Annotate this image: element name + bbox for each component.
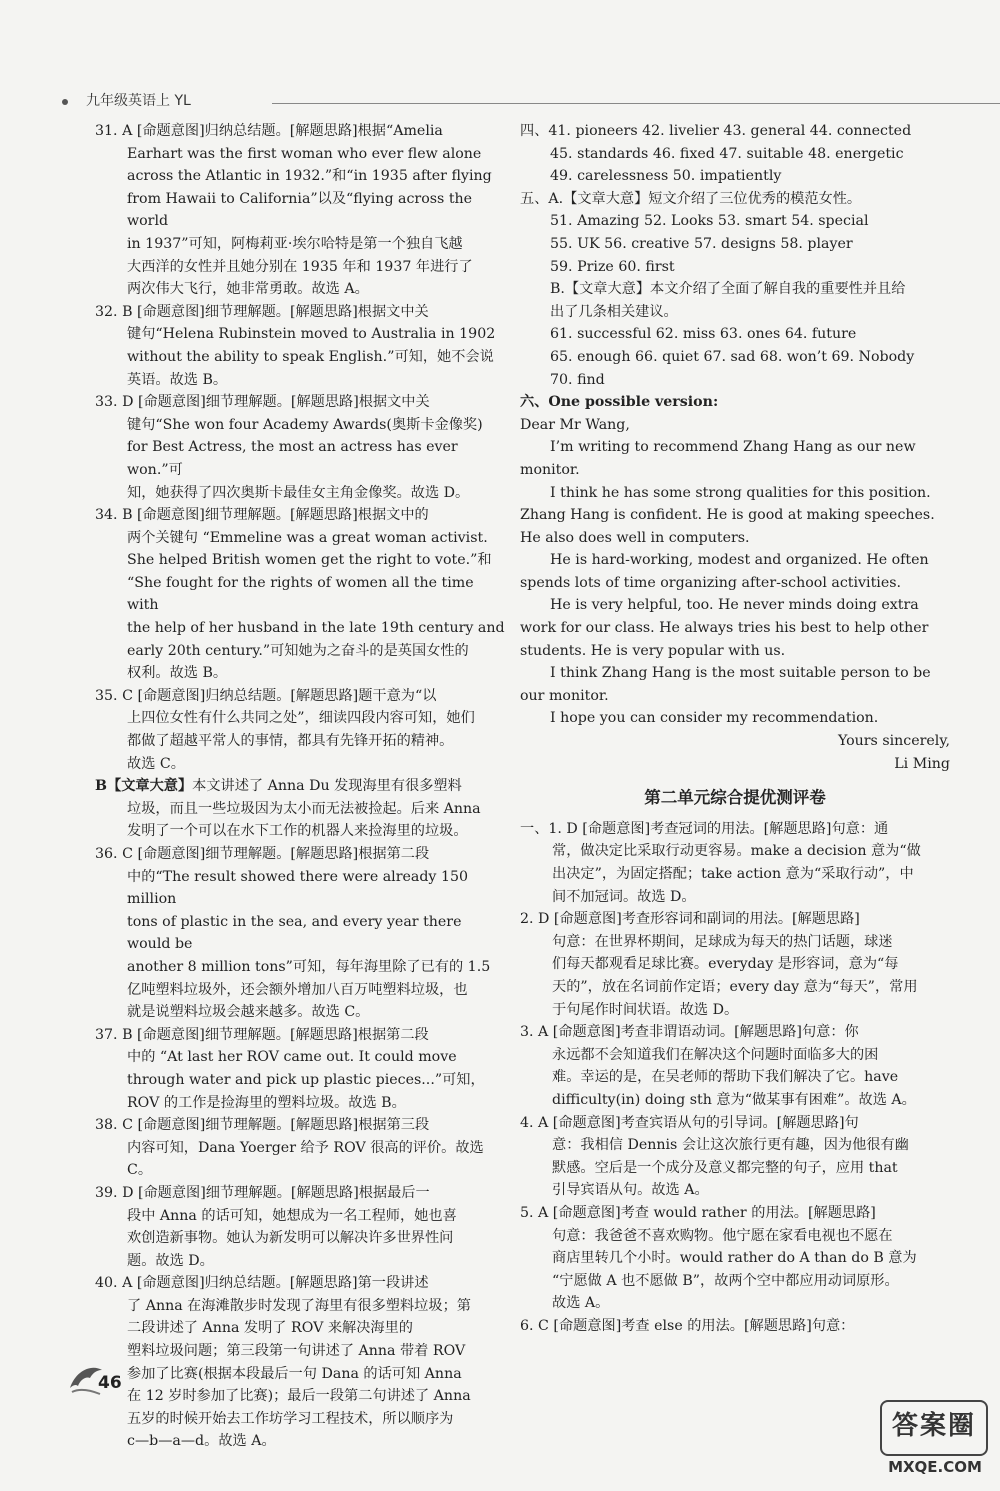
section2-item-line: 意：我相信 Dennis 会让这次旅行更有趣，因为他很有幽: [552, 1137, 909, 1154]
section2-item-line: 商店里转几个小时。would rather do A than do B 意为: [552, 1250, 917, 1267]
section-5-line: 55. UK 56. creative 57. designs 58. player: [550, 235, 853, 252]
right-column: [520, 120, 950, 1337]
section2-item-line: 句意：我爸爸不喜欢购物。他宁愿在家看电视也不愿在: [552, 1227, 893, 1244]
header-rule: [272, 103, 1000, 104]
section-4-line: 49. carelessness 50. impatiently: [550, 168, 782, 185]
section2-item-line: 天的”，放在名词前作定语；every day 意为“每天”，常用: [552, 978, 918, 995]
letter-greeting: Dear Mr Wang,: [520, 416, 630, 433]
header-title: 九年级英语上 YL: [86, 93, 191, 109]
answer-item-line: another 8 million tons”可知，每年海里除了已有的 1.5: [127, 958, 491, 975]
answer-item: [95, 391, 505, 504]
section-5b-line: 出了几条相关建议。: [550, 303, 678, 320]
answer-item-line: 知，她获得了四次奥斯卡最佳女主角金像奖。故选 D。: [127, 484, 470, 501]
watermark-url: MXQE.COM: [888, 1458, 982, 1476]
answer-item-line: 键句“She won four Academy Awards(奥斯卡金像奖): [127, 416, 483, 433]
answer-item-line: She helped British women get the right to vote.”和: [127, 552, 492, 569]
watermark: [880, 1400, 990, 1480]
b-tag: 【文章大意】: [107, 778, 193, 795]
answer-item-head: 37. B [命题意图]细节理解题。[解题思路]根据第二段: [95, 1026, 429, 1043]
answer-item-line: in 1937”可知，阿梅莉亚·埃尔哈特是第一个独自飞越: [127, 235, 463, 252]
section-5b-line: 65. enough 66. quiet 67. sad 68. won’t 69. Nobody: [550, 348, 915, 365]
watermark-badge: 答案圈: [880, 1400, 988, 1456]
answer-item: [95, 1272, 505, 1453]
answer-item-line: 英语。故选 B。: [127, 371, 228, 388]
answer-item-line: for Best Actress, the most an actress has ever won.”可: [127, 439, 458, 478]
b-first: 本文讲述了 Anna Du 发现海里有很多塑料: [192, 778, 462, 795]
letter-paragraph: I hope you can consider my recommendation.: [550, 710, 879, 727]
answer-item-line: early 20th century.”可知她为之奋斗的是英国女性的: [127, 642, 469, 659]
section2-item-line: 难。幸运的是，在吴老师的帮助下我们解决了它。have: [552, 1069, 899, 1086]
section2-item-head: 5. A [命题意图]考查 would rather 的用法。[解题思路]: [520, 1204, 876, 1221]
answer-item-line: across the Atlantic in 1932.”和“in 1935 after flying: [127, 168, 492, 185]
answer-item: [95, 120, 505, 301]
b-line: 垃圾，而且一些垃圾因为太小而无法被捡起。后来 Anna: [127, 800, 481, 817]
answer-item: [95, 843, 505, 1024]
section2-item-head: 2. D [命题意图]考查形容词和副词的用法。[解题思路]: [520, 911, 860, 928]
answer-item: [95, 1024, 505, 1114]
answer-item-line: 键句“Helena Rubinstein moved to Australia in 1902: [127, 326, 496, 343]
section2-item: [520, 1021, 950, 1111]
answer-item-line: 在 12 岁时参加了比赛)；最后一段第二句讲述了 Anna: [127, 1388, 471, 1405]
answer-item-head: 34. B [命题意图]细节理解题。[解题思路]根据文中的: [95, 507, 429, 524]
letter-paragraph: I think he has some strong qualities for this position. Zhang Hang is confident. He is good at making speeches. He also does well in computers.: [520, 484, 935, 546]
answer-item-line: Earhart was the first woman who ever flew alone: [127, 145, 482, 162]
answer-item-line: c—b—a—d。故选 A。: [127, 1433, 276, 1450]
section-5: [520, 188, 950, 391]
section2-item: [520, 908, 950, 1021]
section-title: 第二单元综合提优测评卷: [644, 788, 826, 808]
answer-item-line: 权利。故选 B。: [127, 665, 228, 682]
answer-item-line: 二段讲述了 Anna 发明了 ROV 来解决海里的: [127, 1320, 413, 1337]
answer-item: [95, 504, 505, 685]
section-5b-line: 70. find: [550, 371, 605, 388]
section2-item-head: 一、1. D [命题意图]考查冠词的用法。[解题思路]句意：通: [520, 820, 889, 837]
section2-item-line: “宁愿做 A 也不愿做 B”，故两个空中都应用动词原形。: [552, 1272, 899, 1289]
section2-item-head: 4. A [命题意图]考查宾语从句的引导词。[解题思路]句: [520, 1114, 859, 1131]
section2-item-line: 默感。空后是一个成分及意义都完整的句子，应用 that: [552, 1159, 898, 1176]
letter-paragraph: He is very helpful, too. He never minds doing extra work for our class. He always tries his best to help other students. He is very popular with us.: [520, 597, 929, 659]
section2-item-head: 3. A [命题意图]考查非谓语动词。[解题思路]句意：你: [520, 1024, 859, 1041]
section2-item-line: difficulty(in) doing sth 意为“做某事有困难”。故选 A。: [552, 1091, 916, 1108]
answer-item-line: 参加了比赛(根据本段最后一句 Dana 的话可知 Anna: [127, 1365, 462, 1382]
letter-paragraph: I’m writing to recommend Zhang Hang as our new monitor.: [520, 439, 916, 478]
answer-item-line: “She fought for the rights of women all the time with: [127, 574, 474, 614]
letter-closing: Yours sincerely,: [837, 733, 950, 750]
answer-item-line: 两次伟大飞行，她非常勇敢。故选 A。: [127, 281, 369, 298]
answer-item-line: 欢创造新事物。她认为新发明可以解决许多世界性问: [127, 1230, 454, 1247]
answer-item-line: 就是说塑料垃圾会越来越多。故选 C。: [127, 1004, 370, 1021]
answer-item-head: 31. A [命题意图]归纳总结题。[解题思路]根据“Amelia: [95, 123, 443, 139]
answer-item-head: 35. C [命题意图]归纳总结题。[解题思路]题干意为“以: [95, 687, 437, 704]
answer-item: [95, 685, 505, 775]
section-2-answers: [520, 818, 950, 1338]
answer-item: [95, 301, 505, 391]
answer-item-line: 大西洋的女性并且她分别在 1935 年和 1937 年进行了: [127, 258, 473, 275]
section-5b-line: 61. successful 62. miss 63. ones 64. future: [550, 326, 857, 343]
answer-item: [95, 1114, 505, 1182]
answer-list-1: [95, 120, 505, 775]
answer-item-head: 40. A [命题意图]归纳总结题。[解题思路]第一段讲述: [95, 1275, 429, 1292]
section2-item-line: 常，做决定比采取行动更容易。make a decision 意为“做: [552, 843, 921, 860]
answer-item-line: 了 Anna 在海滩散步时发现了海里有很多塑料垃圾；第: [127, 1297, 471, 1314]
b-summary: [95, 775, 505, 843]
section-4-head: 四、41. pioneers 42. livelier 43. general 44. connected: [520, 123, 912, 139]
answer-item-line: 五岁的时候开始去工作坊学习工程技术，所以顺序为: [127, 1410, 454, 1427]
section2-item-line: 句意：在世界杯期间，足球成为每天的热门话题，球迷: [552, 933, 893, 950]
section2-item: [520, 1315, 950, 1338]
section-5-head: 五、A.【文章大意】短文介绍了三位优秀的模范女性。: [520, 190, 862, 207]
section2-item-line: 故选 A。: [552, 1295, 610, 1312]
answer-item-head: 33. D [命题意图]细节理解题。[解题思路]根据文中关: [95, 394, 430, 411]
letter-paragraph: I think Zhang Hang is the most suitable person to be our monitor.: [520, 665, 931, 704]
letter-signature: Li Ming: [894, 755, 950, 772]
section2-item-head: 6. C [命题意图]考查 else 的用法。[解题思路]句意：: [520, 1317, 855, 1334]
letter-paragraph: He is hard-working, modest and organized. He often spends lots of time organizing after-school activities.: [520, 552, 929, 591]
answer-item-line: from Hawaii to California”以及“flying across the world: [127, 190, 473, 230]
section-5-line: 51. Amazing 52. Looks 53. smart 54. special: [550, 213, 869, 230]
answer-list-2: [95, 843, 505, 1453]
b-line: 发明了一个可以在水下工作的机器人来捡海里的垃圾。: [127, 823, 468, 840]
section-6-head: 六、One possible version:: [520, 394, 719, 411]
b-label: B: [95, 778, 107, 795]
section-5b-head: B.【文章大意】本文介绍了全面了解自我的重要性并且给: [550, 281, 906, 298]
sample-letter: [520, 414, 950, 776]
answer-item-line: without the ability to speak English.”可知，她不会说: [127, 348, 494, 365]
answer-item-line: 两个关键句 “Emmeline was a great woman activist.: [127, 529, 488, 546]
section2-item-line: 永远都不会知道我们在解决这个问题时面临多大的困: [552, 1046, 879, 1063]
answer-item-line: 段中 Anna 的话可知，她想成为一名工程师，她也喜: [127, 1207, 457, 1224]
section2-item-line: 引导宾语从句。故选 A。: [552, 1182, 709, 1199]
answer-item-head: 36. C [命题意图]细节理解题。[解题思路]根据第二段: [95, 846, 430, 862]
section2-item: [520, 1112, 950, 1202]
section-4: [520, 120, 950, 188]
answer-item-line: C。: [127, 1162, 153, 1179]
section-4-line: 45. standards 46. fixed 47. suitable 48. energetic: [550, 145, 904, 162]
answer-item-head: 38. C [命题意图]细节理解题。[解题思路]根据第三段: [95, 1117, 430, 1134]
left-column: [95, 120, 505, 1453]
answer-item-line: 中的“The result showed there were already 150 million: [127, 868, 469, 908]
page-header: [62, 90, 947, 112]
section2-item-line: 们每天都观看足球比赛。everyday 是形容词，意为“每: [552, 956, 899, 973]
answer-item-line: 亿吨塑料垃圾外，还会额外增加八百万吨塑料垃圾，也: [127, 981, 468, 998]
answer-item-line: 都做了超越平常人的事情，都具有先锋开拓的精神。: [127, 733, 454, 750]
answer-item-line: 中的 “At last her ROV came out. It could move: [127, 1049, 457, 1066]
answer-item-line: 塑料垃圾问题；第三段第一句讲述了 Anna 带着 ROV: [127, 1343, 466, 1360]
answer-item-line: 上四位女性有什么共同之处”，细读四段内容可知，她们: [127, 710, 475, 727]
section2-item-line: 于句尾作时间状语。故选 D。: [552, 1001, 739, 1018]
section2-item: [520, 818, 950, 908]
section2-item-line: 出决定”，为固定搭配；take action 意为“采取行动”，中: [552, 866, 914, 882]
answer-item: [95, 1182, 505, 1272]
answer-item-head: 39. D [命题意图]细节理解题。[解题思路]根据最后一: [95, 1184, 430, 1201]
page-number: 46: [98, 1373, 122, 1393]
answer-item-line: through water and pick up plastic pieces...”可知，: [127, 1071, 485, 1088]
answer-item-line: 内容可知，Dana Yoerger 给予 ROV 很高的评价。故选: [127, 1139, 484, 1156]
section2-item-line: 间不加冠词。故选 D。: [552, 888, 696, 905]
section2-item: [520, 1202, 950, 1315]
section-5-line: 59. Prize 60. first: [550, 258, 675, 275]
answer-item-line: tons of plastic in the sea, and every year there would be: [127, 913, 462, 953]
answer-item-head: 32. B [命题意图]细节理解题。[解题思路]根据文中关: [95, 303, 429, 320]
answer-item-line: the help of her husband in the late 19th century and: [127, 620, 505, 637]
answer-item-line: ROV 的工作是捡海里的塑料垃圾。故选 B。: [127, 1094, 406, 1111]
answer-item-line: 题。故选 D。: [127, 1252, 214, 1269]
answer-item-line: 故选 C。: [127, 755, 185, 772]
bullet-icon: [62, 99, 68, 105]
